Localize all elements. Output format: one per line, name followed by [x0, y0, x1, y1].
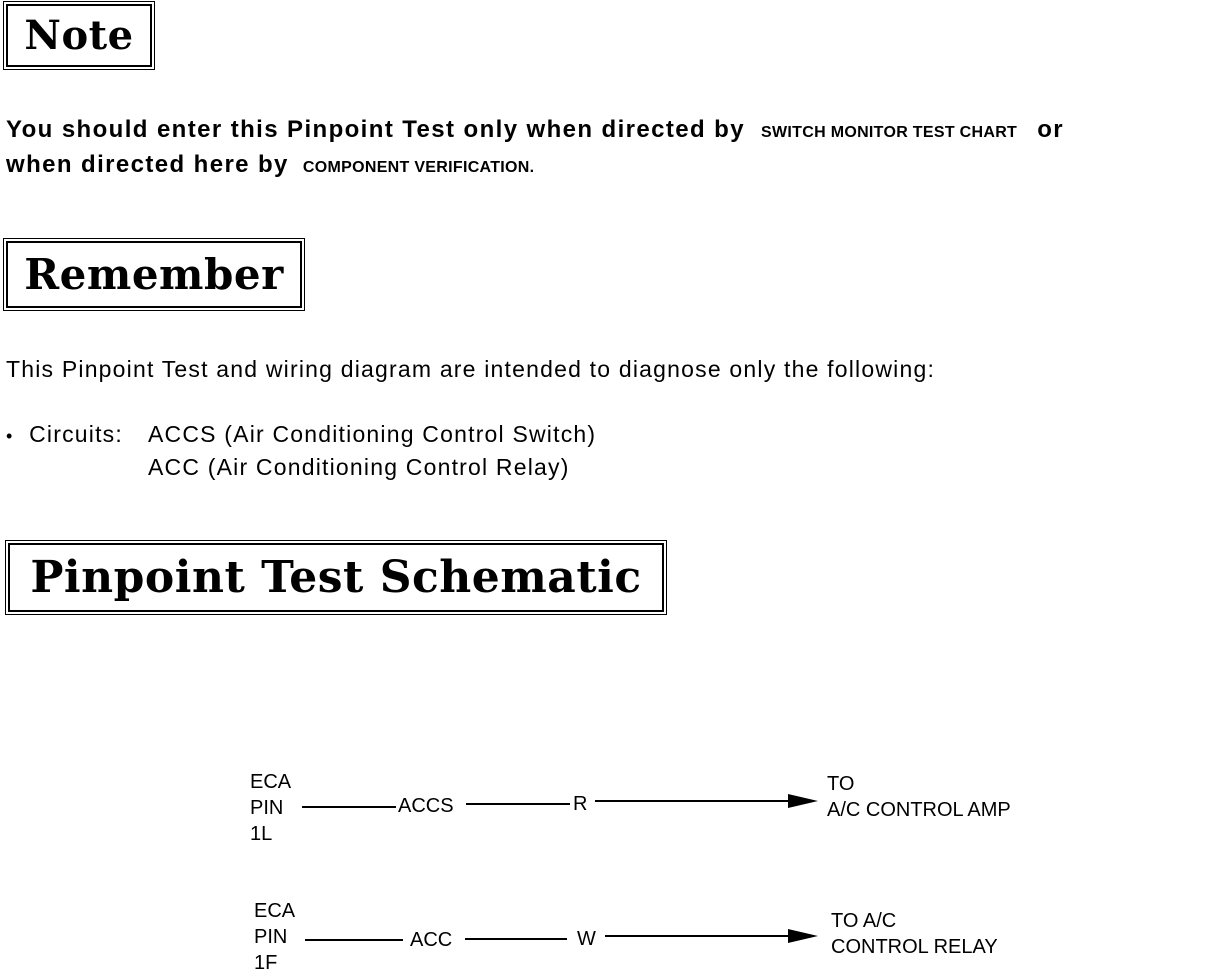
- wire-1-destination-line-2: A/C CONTROL AMP: [827, 799, 1011, 821]
- wire-2-destination-line-1: TO A/C: [831, 910, 897, 932]
- switch-monitor-chart-ref: SWITCH MONITOR TEST CHART: [761, 124, 1018, 141]
- wire-2-destination-line-2: CONTROL RELAY: [831, 936, 998, 958]
- wire-1-origin-line-2: PIN: [250, 797, 284, 819]
- schematic-heading-text: Pinpoint Test Schematic: [30, 552, 642, 603]
- note-heading-text: Note: [24, 12, 134, 59]
- wire-1-circuit-label: ACCS: [398, 795, 454, 817]
- wire-1-segment-3: [595, 800, 791, 802]
- wire-1-origin-line-1: ECA: [250, 771, 292, 793]
- remember-heading: [6, 241, 302, 308]
- wire-2-destination: [831, 908, 998, 960]
- wire-1-color-label: R: [573, 793, 588, 815]
- circuit-acc: ACC (Air Conditioning Control Relay): [148, 454, 570, 480]
- wire-2-circuit-label: ACC: [410, 929, 453, 951]
- wire-2-segment-2: [465, 938, 567, 940]
- note-heading: [6, 4, 152, 67]
- wire-1-segment-1: [302, 806, 396, 808]
- note-line-2: [6, 151, 534, 179]
- circuit-accs: ACCS (Air Conditioning Control Switch): [148, 421, 597, 447]
- wire-2-arrowhead: [788, 929, 818, 943]
- wire-1-segment-2: [466, 803, 570, 805]
- component-verification-ref: COMPONENT VERIFICATION.: [302, 159, 535, 176]
- wire-2-segment-1: [305, 939, 403, 941]
- wire-1-destination: [827, 771, 1011, 823]
- remember-intro: This Pinpoint Test and wiring diagram are intended to diagnose only the following:: [6, 356, 936, 382]
- circuits-list-item: [6, 421, 123, 448]
- wire-1-destination-line-1: TO: [827, 773, 855, 795]
- wire-2-origin: [254, 898, 295, 976]
- wire-1-origin-line-3: 1L: [250, 823, 273, 845]
- wire-2-color-label: W: [577, 928, 596, 950]
- note-line-2-text: when directed here by: [6, 151, 289, 178]
- wire-2-origin-line-1: ECA: [254, 900, 296, 922]
- wire-2-origin-line-3: 1F: [254, 952, 278, 974]
- note-line-1: [6, 116, 1064, 144]
- wire-2-origin-line-2: PIN: [254, 926, 288, 948]
- bullet: •: [6, 426, 14, 446]
- remember-heading-text: Remember: [24, 250, 284, 299]
- wire-1-arrowhead: [788, 794, 818, 808]
- wire-1-origin: [250, 769, 291, 847]
- note-line-1-end: or: [1037, 116, 1065, 143]
- circuits-label: Circuits:: [29, 421, 123, 447]
- wire-2-segment-3: [605, 935, 791, 937]
- schematic-heading: [8, 543, 664, 612]
- note-line-1-text: You should enter this Pinpoint Test only when directed by: [6, 116, 745, 143]
